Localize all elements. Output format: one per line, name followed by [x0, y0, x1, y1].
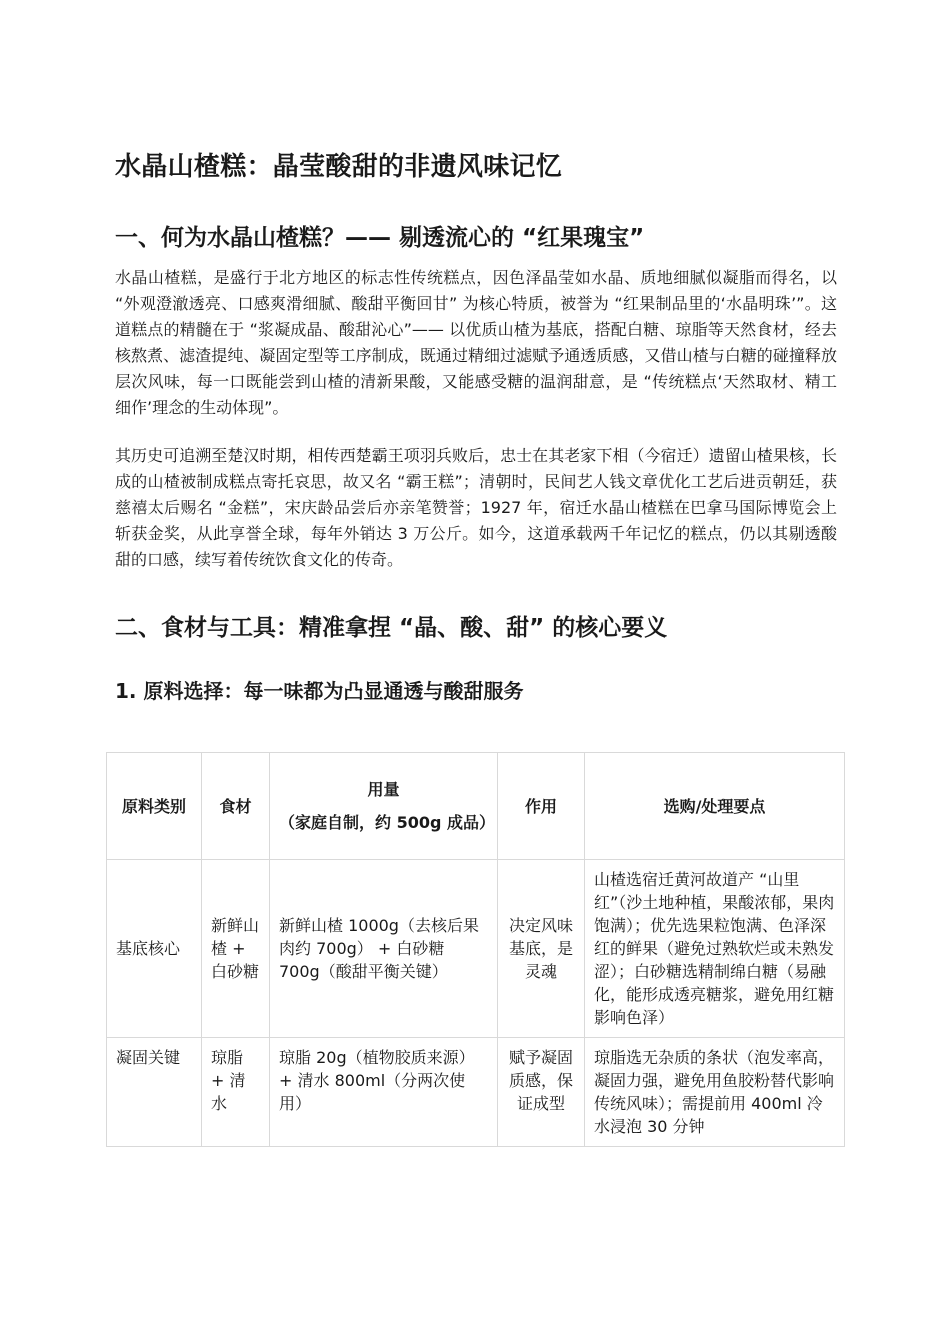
cell-category: 凝固关键 — [107, 1038, 202, 1147]
ingredients-table — [106, 752, 845, 1147]
section1-heading: 一、何为水晶山楂糕？—— 剔透流心的 “红果瑰宝” — [115, 225, 645, 251]
cell-food: 琼脂 + 清水 — [202, 1038, 270, 1147]
header-tips: 选购/处理要点 — [585, 753, 845, 860]
cell-tips: 琼脂选无杂质的条状（泡发率高，凝固力强，避免用鱼胶粉替代影响传统风味）；需提前用 400ml 冷水浸泡 30 分钟 — [585, 1038, 845, 1147]
cell-role: 赋予凝固质感，保证成型 — [498, 1038, 585, 1147]
header-food: 食材 — [202, 753, 270, 860]
header-category: 原料类别 — [107, 753, 202, 860]
section2-heading: 二、食材与工具：精准拿捏 “晶、酸、甜” 的核心要义 — [115, 615, 668, 641]
page-title: 水晶山楂糕：晶莹酸甜的非遗风味记忆 — [115, 152, 563, 182]
section1-paragraph-1: 水晶山楂糕，是盛行于北方地区的标志性传统糕点，因色泽晶莹如水晶、质地细腻似凝脂而得名，以 “外观澄澈透亮、口感爽滑细腻、酸甜平衡回甘” 为核心特质，被誉为 “红果制品里的‘水晶明珠’”。这道糕点的精髓在于 “浆凝成晶、酸甜沁心”—— 以优质山楂为基底，搭配白糖、琼脂等天然食材，经去核熬煮、滤渣提纯、凝固定型等工序制成，既通过精细过滤赋予通透质感，又借山楂与白糖的碰撞释放层次风味，每一口既能尝到山楂的清新果酸，又能感受糖的温润甜意，是 “传统糕点‘天然取材、精工细作’理念的生动体现”。 — [115, 268, 837, 417]
table-header-row — [107, 753, 845, 860]
cell-food: 新鲜山楂 + 白砂糖 — [202, 860, 270, 1038]
table-row — [107, 1038, 845, 1147]
header-amount-main: 用量 — [367, 780, 400, 799]
section2-subheading-1: 1. 原料选择：每一味都为凸显通透与酸甜服务 — [115, 679, 524, 703]
cell-category: 基底核心 — [107, 860, 202, 1038]
cell-tips: 山楂选宿迁黄河故道产 “山里红”（沙土地种植，果酸浓郁，果肉饱满）；优先选果粒饱满、色泽深红的鲜果（避免过熟软烂或未熟发涩）；白砂糖选精制绵白糖（易融化，能形成透亮糖浆，避免用红糖影响色泽） — [585, 860, 845, 1038]
cell-amount: 新鲜山楂 1000g（去核后果肉约 700g） + 白砂糖 700g（酸甜平衡关键） — [270, 860, 498, 1038]
section1-paragraph-2: 其历史可追溯至楚汉时期，相传西楚霸王项羽兵败后，忠士在其老家下相（今宿迁）遗留山楂果核，长成的山楂被制成糕点寄托哀思，故又名 “霸王糕”；清朝时，民间艺人钱文章优化工艺后进贡朝廷，获慈禧太后赐名 “金糕”，宋庆龄品尝后亦亲笔赞誉；1927 年，宿迁水晶山楂糕在巴拿马国际博览会上斩获金奖，从此享誉全球，每年外销达 3 万公斤。如今，这道承载两千年记忆的糕点，仍以其剔透酸甜的口感，续写着传统饮食文化的传奇。 — [115, 446, 837, 569]
header-role: 作用 — [498, 753, 585, 860]
cell-amount: 琼脂 20g（植物胶质来源） + 清水 800ml（分两次使用） — [270, 1038, 498, 1147]
header-amount — [270, 753, 498, 860]
table-row — [107, 860, 845, 1038]
cell-role: 决定风味基底，是灵魂 — [498, 860, 585, 1038]
header-amount-sub: （家庭自制，约 500g 成品） — [279, 813, 495, 832]
